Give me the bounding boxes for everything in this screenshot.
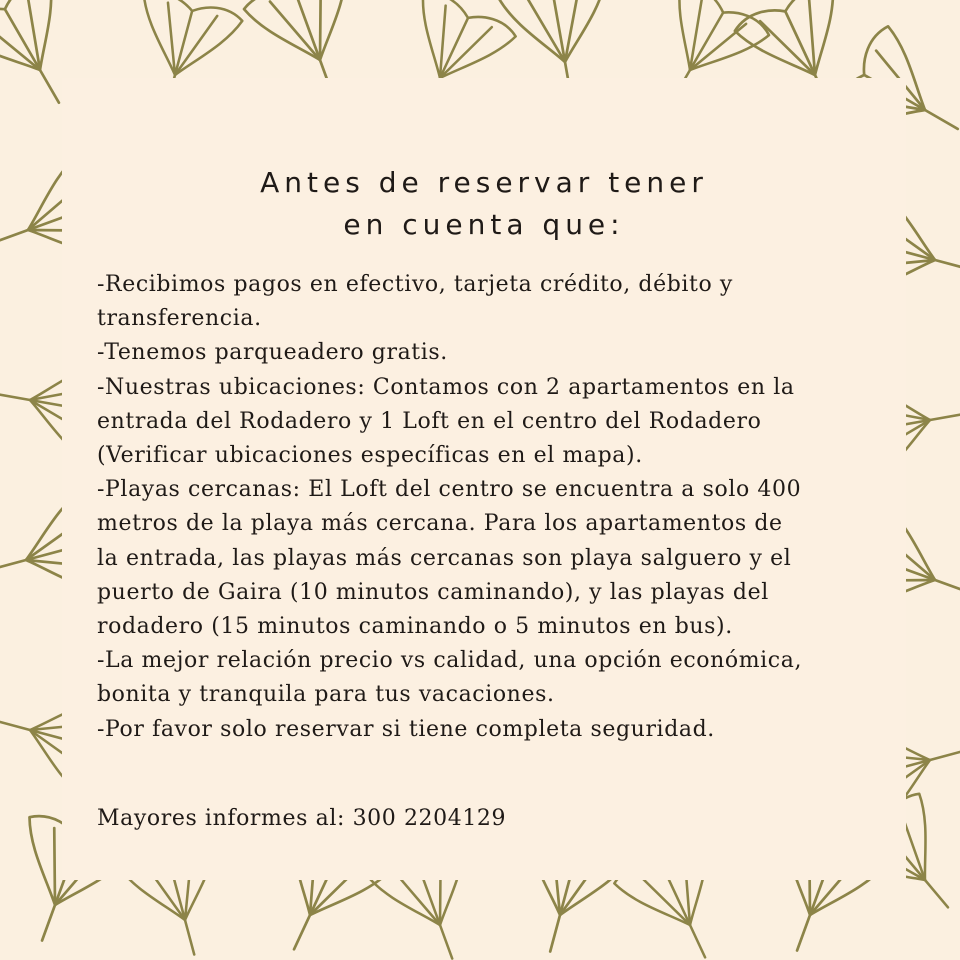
title-line-2: en cuenta que:: [343, 208, 625, 241]
info-line: -Por favor solo reservar si tiene completa seguridad.: [97, 716, 715, 742]
title-line-1: Antes de reservar tener: [260, 166, 708, 199]
page-title: [62, 162, 906, 246]
info-line: metros de la playa más cercana. Para los apartamentos de: [97, 511, 783, 537]
info-line: -La mejor relación precio vs calidad, una opción económica,: [97, 648, 803, 674]
contact-info: Mayores informes al: 300 2204129: [97, 806, 507, 831]
info-list: [97, 268, 897, 747]
info-line: bonita y tranquila para tus vacaciones.: [97, 682, 555, 708]
info-line: la entrada, las playas más cercanas son playa salguero y el: [97, 545, 792, 571]
info-line: puerto de Gaira (10 minutos caminando), y las playas del: [97, 579, 769, 605]
info-line: -Playas cercanas: El Loft del centro se encuentra a solo 400: [97, 477, 802, 503]
info-line: (Verificar ubicaciones específicas en el mapa).: [97, 443, 643, 469]
info-line: rodadero (15 minutos caminando o 5 minutos en bus).: [97, 614, 733, 640]
info-line: -Recibimos pagos en efectivo, tarjeta crédito, débito y: [97, 272, 733, 297]
info-line: -Tenemos parqueadero gratis.: [97, 340, 448, 366]
info-line: -Nuestras ubicaciones: Contamos con 2 apartamentos en la: [97, 374, 795, 400]
info-line: transferencia.: [97, 306, 262, 332]
info-line: entrada del Rodadero y 1 Loft en el centro del Rodadero: [97, 408, 762, 434]
